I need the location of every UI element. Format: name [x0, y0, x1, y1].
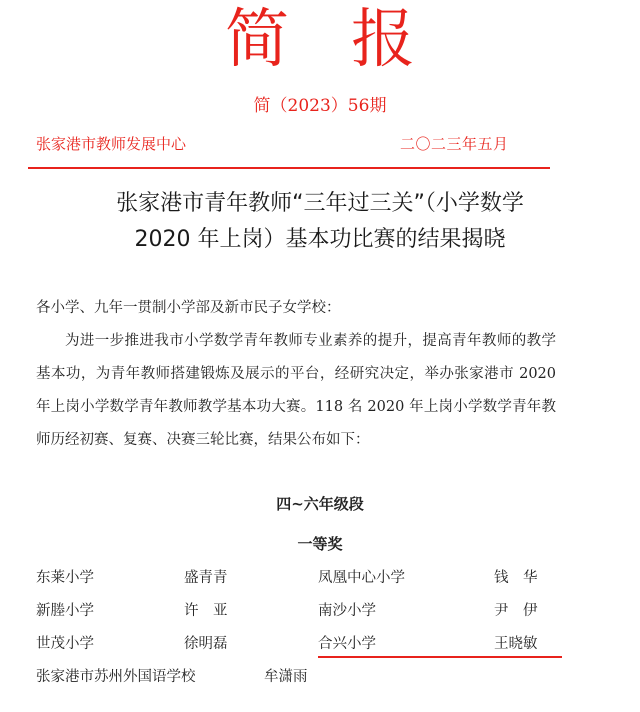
- highlight-underline: [318, 656, 562, 658]
- award-school: 新塍小学: [36, 603, 94, 619]
- award-winner: 徐明磊: [184, 636, 228, 652]
- award-winner: 牟潇雨: [264, 669, 308, 685]
- issue-number: 简（2023）56期: [253, 96, 387, 116]
- issue-date: 二〇二三年五月: [400, 135, 509, 153]
- body-paragraph: 为进一步推进我市小学数学青年教师专业素养的提升，提高青年教师的教学基本功，为青年教师搭建锻炼及展示的平台，经研究决定，举办张家港市 2020 年上岗小学数学青年教师教学基本功大赛。118 名 2020 年上岗小学数学青年教师历经初赛、复赛、决赛三轮比赛，结果公布如下：: [36, 333, 556, 448]
- award-winner: 盛青青: [184, 570, 228, 586]
- award-winner: 尹 伊: [494, 603, 538, 619]
- award-school: 凤凰中心小学: [318, 570, 405, 586]
- award-school: 张家港市苏州外国语学校: [36, 669, 196, 685]
- award-winner: 许 亚: [184, 603, 228, 619]
- award-school: 世茂小学: [36, 636, 94, 652]
- header-divider: [28, 167, 550, 169]
- article-headline: [30, 186, 610, 258]
- headline-line-1: 张家港市青年教师“三年过三关”（小学数学: [116, 191, 524, 216]
- award-school: 合兴小学: [318, 636, 376, 652]
- headline-line-2: 2020 年上岗）基本功比赛的结果揭晓: [134, 227, 506, 252]
- award-winner: 王晓敏: [494, 636, 538, 652]
- award-school: 南沙小学: [318, 603, 376, 619]
- issuing-organization: 张家港市教师发展中心: [36, 135, 187, 153]
- grade-section-heading: 四~六年级段: [276, 495, 364, 513]
- greeting: 各小学、九年一贯制小学部及新市民子女学校：: [36, 300, 341, 316]
- bulletin-title: 简报: [225, 3, 477, 77]
- award-winner: 钱 华: [494, 570, 538, 586]
- award-school: 东莱小学: [36, 570, 94, 586]
- award-level-heading: 一等奖: [297, 535, 343, 553]
